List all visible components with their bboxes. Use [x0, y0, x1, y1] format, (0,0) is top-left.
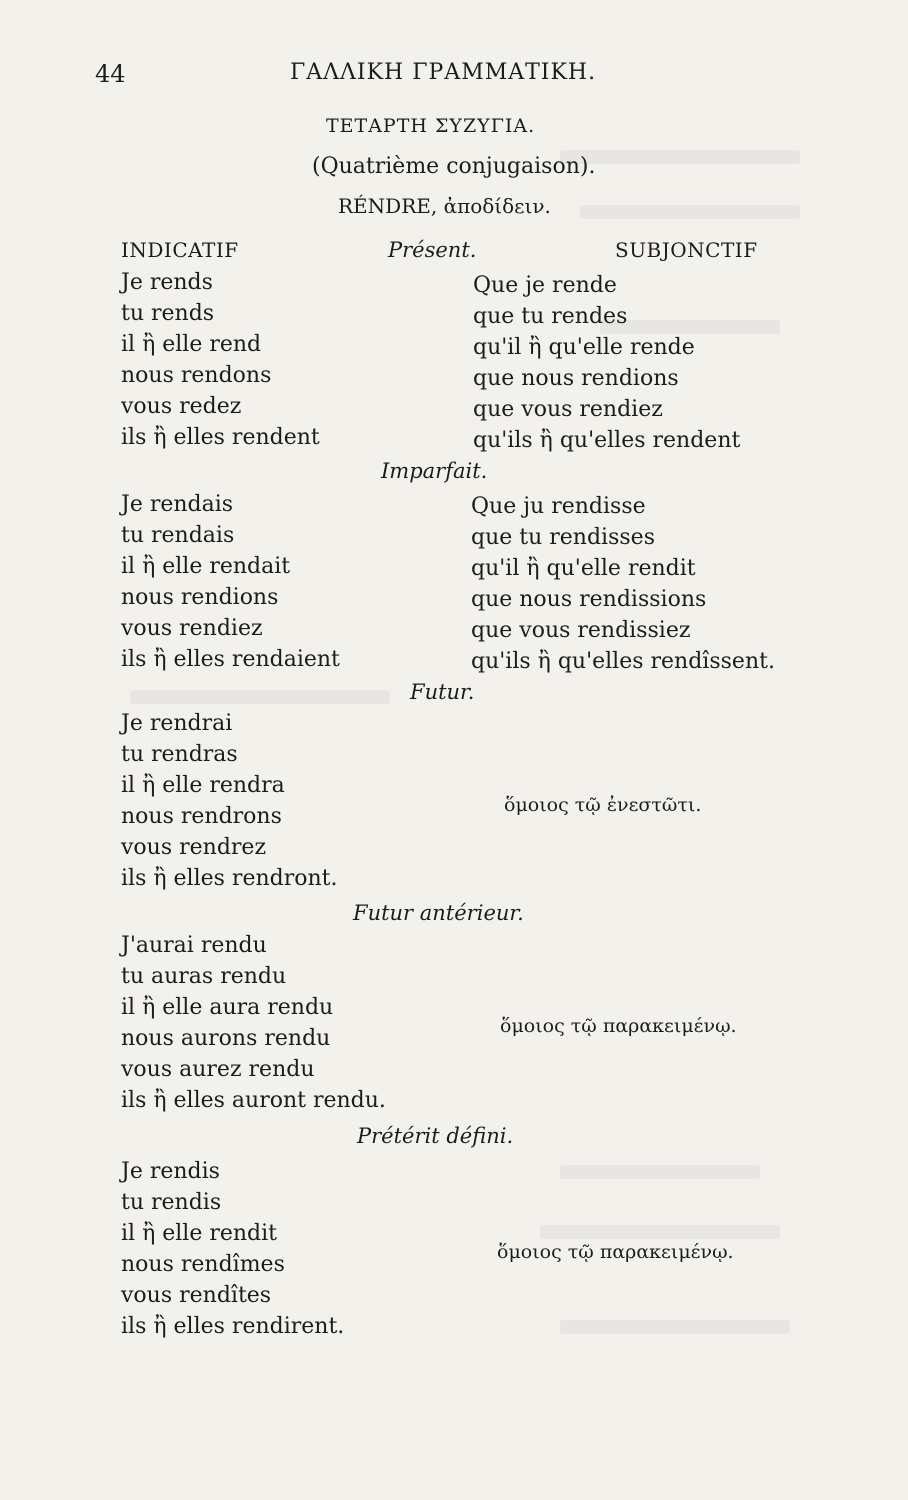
conjugation-line: ils ἢ elles rendaient [121, 647, 340, 672]
indicatif-heading: INDICATIF [121, 238, 239, 262]
present-subjonctif-list [473, 270, 740, 456]
conjugation-line: qu'ils ἢ qu'elles rendent [473, 428, 741, 453]
tense-present-heading: Présent. [388, 238, 477, 262]
futur-anterieur-indicatif-list [121, 930, 386, 1116]
conjugation-line: qu'ils ἢ qu'elles rendîssent. [471, 649, 775, 674]
conjugation-line: tu rendis [121, 1190, 222, 1215]
section-title: ΤΕΤΑΡΤΗ ΣΥΖΥΓΙΑ. [326, 115, 536, 137]
conjugation-line: nous rendîmes [121, 1252, 285, 1277]
conjugation-line: tu rends [121, 301, 215, 326]
futur-subjonctif-note: ὅμοιος τῷ ἐνεστῶτι. [504, 794, 702, 816]
verb-heading: RÉNDRE, ἀποδίδειν. [338, 194, 551, 218]
conjugation-line: ils ἢ elles rendent [121, 425, 320, 450]
section-subtitle: (Quatrième conjugaison). [312, 154, 596, 179]
imparfait-subjonctif-list [471, 491, 775, 677]
conjugation-line: tu rendais [121, 523, 235, 548]
conjugation-line: il ἢ elle rendra [121, 773, 285, 798]
conjugation-line: que tu rendes [473, 304, 628, 329]
conjugation-line: vous rendrez [121, 835, 267, 860]
conjugation-line: que nous rendions [473, 366, 679, 391]
present-indicatif-list [121, 267, 320, 453]
conjugation-line: Que ju rendisse [471, 494, 646, 519]
subjonctif-heading: SUBJONCTIF [615, 238, 758, 262]
conjugation-line: il ἢ elle rendait [121, 554, 291, 579]
conjugation-line: nous aurons rendu [121, 1026, 331, 1051]
conjugation-line: nous rendons [121, 363, 272, 388]
futur-anterieur-subjonctif-note: ὅμοιος τῷ παρακειμένῳ. [500, 1015, 737, 1037]
tense-futur-heading: Futur. [410, 680, 475, 704]
conjugation-line: il ἢ elle rendit [121, 1221, 278, 1246]
conjugation-line: vous redez [121, 394, 242, 419]
conjugation-line: il ἢ elle aura rendu [121, 995, 334, 1020]
futur-indicatif-list [121, 708, 337, 894]
conjugation-line: vous rendîtes [121, 1283, 272, 1308]
conjugation-line: tu rendras [121, 742, 238, 767]
conjugation-line: ils ἢ elles auront rendu. [121, 1088, 386, 1113]
conjugation-line: J'aurai rendu [121, 933, 267, 958]
tense-futur-anterieur-heading: Futur antérieur. [353, 901, 524, 925]
conjugation-line: ils ἢ elles rendront. [121, 866, 338, 891]
conjugation-line: il ἢ elle rend [121, 332, 262, 357]
conjugation-line: vous rendiez [121, 616, 263, 641]
conjugation-line: que tu rendisses [471, 525, 655, 550]
tense-preterit-heading: Prétérit défini. [357, 1124, 514, 1148]
conjugation-line: vous aurez rendu [121, 1057, 315, 1082]
conjugation-line: qu'il ἢ qu'elle rendit [471, 556, 696, 581]
conjugation-line: que vous rendiez [473, 397, 663, 422]
page-number: 44 [95, 60, 126, 88]
conjugation-line: Que je rende [473, 273, 617, 298]
conjugation-line: Je rends [121, 270, 213, 295]
preterit-subjonctif-note: ὅμοιος τῷ παρακειμένῳ. [497, 1241, 734, 1263]
conjugation-line: Je rendrai [121, 711, 233, 736]
conjugation-line: nous rendions [121, 585, 279, 610]
conjugation-line: tu auras rendu [121, 964, 287, 989]
conjugation-line: qu'il ἢ qu'elle rende [473, 335, 695, 360]
tense-imparfait-heading: Imparfait. [381, 459, 488, 483]
conjugation-line: Je rendis [121, 1159, 220, 1184]
conjugation-line: ils ἢ elles rendirent. [121, 1314, 345, 1339]
conjugation-line: que vous rendissiez [471, 618, 691, 643]
imparfait-indicatif-list [121, 489, 340, 675]
conjugation-line: que nous rendissions [471, 587, 707, 612]
preterit-indicatif-list [121, 1156, 344, 1342]
running-title: ΓΑΛΛΙΚΗ ΓΡΑΜΜΑΤΙΚΗ. [290, 60, 597, 85]
conjugation-line: Je rendais [121, 492, 234, 517]
conjugation-line: nous rendrons [121, 804, 282, 829]
